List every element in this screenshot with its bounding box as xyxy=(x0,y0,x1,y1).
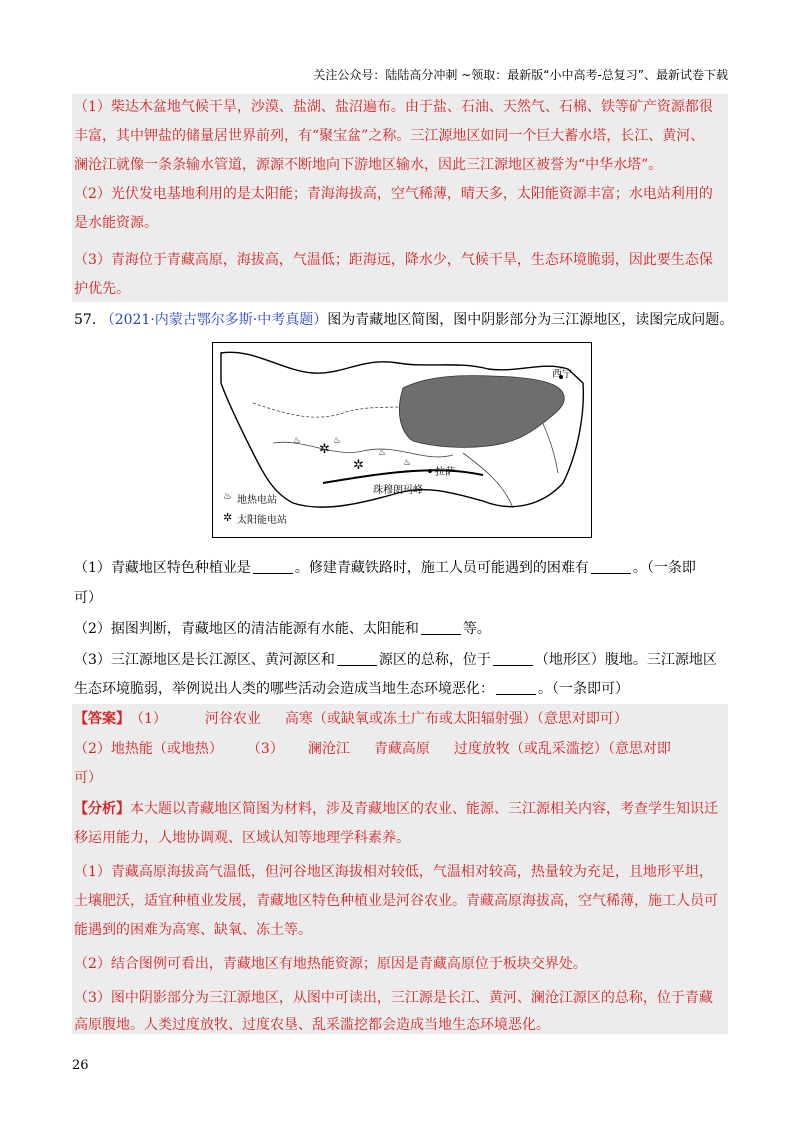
answer-label: 【答案】 xyxy=(74,711,130,727)
question-header xyxy=(74,311,733,329)
subquestion-1 xyxy=(74,559,696,577)
map-drawing xyxy=(213,343,591,537)
solar-station-icon: ✲ xyxy=(353,458,364,473)
mountain-label: 珠穆朗玛峰 xyxy=(373,485,423,496)
question-number: 57. xyxy=(74,312,97,328)
analysis-line: （2）结合图例可看出，青藏地区有地热能资源；原因是青藏高原位于板块交界处。 xyxy=(74,956,587,972)
legend-solar: 太阳能电站 xyxy=(237,515,287,526)
analysis-line: 高原腹地。人类过度放牧、过度农垦、乱采滥挖都会造成当地生态环境恶化。 xyxy=(74,1017,550,1033)
answer-line-3: 可） xyxy=(74,770,102,786)
q3-text-a: （3）三江源地区是长江源区、黄河源区和 xyxy=(74,652,335,668)
answer-line-1 xyxy=(74,710,628,728)
subquestion-1-cont: 可） xyxy=(74,590,102,606)
answer-blank xyxy=(496,680,536,695)
answer-blank xyxy=(253,559,293,574)
q3-text-d: 生态环境脆弱，举例说出人类的哪些活动会造成当地生态环境恶化： xyxy=(74,681,494,697)
q1-text-a: （1）青藏地区特色种植业是 xyxy=(74,560,251,576)
analysis-line xyxy=(74,800,718,818)
legend-solar-icon: ✲ xyxy=(223,511,233,524)
q3-text-e: 。（一条即可） xyxy=(538,681,629,697)
answer-part: 过度放牧（或乱采滥挖）（意思对即 xyxy=(453,741,671,757)
answer-part: 河谷农业 xyxy=(204,711,261,727)
subquestion-3-cont xyxy=(74,680,629,698)
prev-analysis-line: （2）光伏发电基地利用的是太阳能；青海海拔高，空气稀薄，晴天多，太阳能资源丰富；水电站利用的 xyxy=(74,186,713,202)
subquestion-3 xyxy=(74,651,717,669)
legend-geothermal: 地热电站 xyxy=(237,495,277,506)
analysis-line: 土壤肥沃，适宜种植业发展，青藏地区特色种植业是河谷农业。青藏高原海拔高，空气稀薄，施工人员可 xyxy=(74,893,718,909)
q2-text-a: （2）据图判断，青藏地区的清洁能源有水能、太阳能和 xyxy=(74,621,419,637)
lhasa-marker xyxy=(428,469,432,473)
analysis-label: 【分析】 xyxy=(74,801,130,817)
q1-text-b: 。修建青藏铁路时，施工人员可能遇到的困难有 xyxy=(294,560,589,576)
city-label-xining: 西宁 xyxy=(552,369,572,380)
analysis-line: 能遇到的困难为高寒、缺氧、冻土等。 xyxy=(74,922,312,938)
answer-line-2 xyxy=(74,740,671,758)
geothermal-station-icon: ♨ xyxy=(378,448,387,458)
answer-part: （3） xyxy=(246,741,284,757)
prev-analysis-line: （1）柴达木盆地气候干旱，沙漠、盐湖、盐沼遍布。由于盐、石油、天然气、石棉、铁等矿产资源都很 xyxy=(74,99,713,115)
legend-geothermal-icon: ♨ xyxy=(223,491,232,502)
q3-text-c: （地形区）腹地。三江源地区 xyxy=(534,652,717,668)
answer-blank xyxy=(421,620,461,635)
subquestion-2 xyxy=(74,620,491,638)
question-source: （2021·内蒙古鄂尔多斯·中考真题） xyxy=(100,312,328,328)
answer-part: （1） xyxy=(130,711,167,727)
question-stem: 图为青藏地区简图，图中阴影部分为三江源地区，读图完成问题。 xyxy=(327,312,734,328)
sanjiangyuan-shaded-area xyxy=(399,376,564,448)
answer-blank xyxy=(493,651,533,666)
city-label-lhasa: 拉萨 xyxy=(435,467,455,478)
solar-station-icon: ✲ xyxy=(319,442,330,457)
prev-analysis-line: 澜沧江就像一条条输水管道，源源不断地向下游地区输水，因此三江源地区被誉为“中华水塔”。 xyxy=(74,157,663,173)
q1-text-c: 。（一条即 xyxy=(632,560,696,576)
geothermal-station-icon: ♨ xyxy=(293,436,302,446)
prev-analysis-line: 是水能资源。 xyxy=(74,215,158,231)
page-number: 26 xyxy=(72,1058,89,1073)
q3-text-b: 源区的总称，位于 xyxy=(378,652,491,668)
prev-analysis-line: 护优先。 xyxy=(74,281,130,297)
answer-blank xyxy=(337,651,377,666)
answer-part: 青藏高原 xyxy=(373,741,430,757)
answer-part: 高寒（或缺氧或冻土广布或太阳辐射强）（意思对即可） xyxy=(284,711,628,727)
geothermal-station-icon: ♨ xyxy=(403,458,412,468)
q2-text-b: 等。 xyxy=(462,621,491,637)
analysis-line: （3）图中阴影部分为三江源地区，从图中可读出，三江源是长江、黄河、澜沧江源区的总称，位于青藏 xyxy=(74,990,713,1006)
answer-part: 澜沧江 xyxy=(307,741,350,757)
answer-blank xyxy=(591,559,631,574)
page-header: 关注公众号：陆陆高分冲刺 ~领取：最新版“小中高考-总复习”、最新试卷下载 xyxy=(313,68,728,82)
analysis-line: 移运用能力，人地协调观、区域认知等地理学科素养。 xyxy=(74,830,410,846)
analysis-text: 本大题以青藏地区简图为材料，涉及青藏地区的农业、能源、三江源相关内容，考查学生知识迁 xyxy=(130,801,718,817)
answer-part: （2）地热能（或地热） xyxy=(74,741,223,757)
qinghai-tibet-map xyxy=(212,342,592,538)
prev-analysis-line: （3）青海位于青藏高原，海拔高，气温低；距海远，降水少，气候干旱，生态环境脆弱，因此要生态保 xyxy=(74,252,713,268)
river-line xyxy=(463,453,513,508)
geothermal-station-icon: ♨ xyxy=(333,436,342,446)
prev-analysis-line: 丰富，其中钾盐的储量居世界前列，有“聚宝盆”之称。三江源地区如同一个巨大蓄水塔，长江、黄河、 xyxy=(74,128,705,144)
analysis-line: （1）青藏高原海拔高气温低，但河谷地区海拔相对较低，气温相对较高，热量较为充足，且地形平坦， xyxy=(74,864,713,880)
